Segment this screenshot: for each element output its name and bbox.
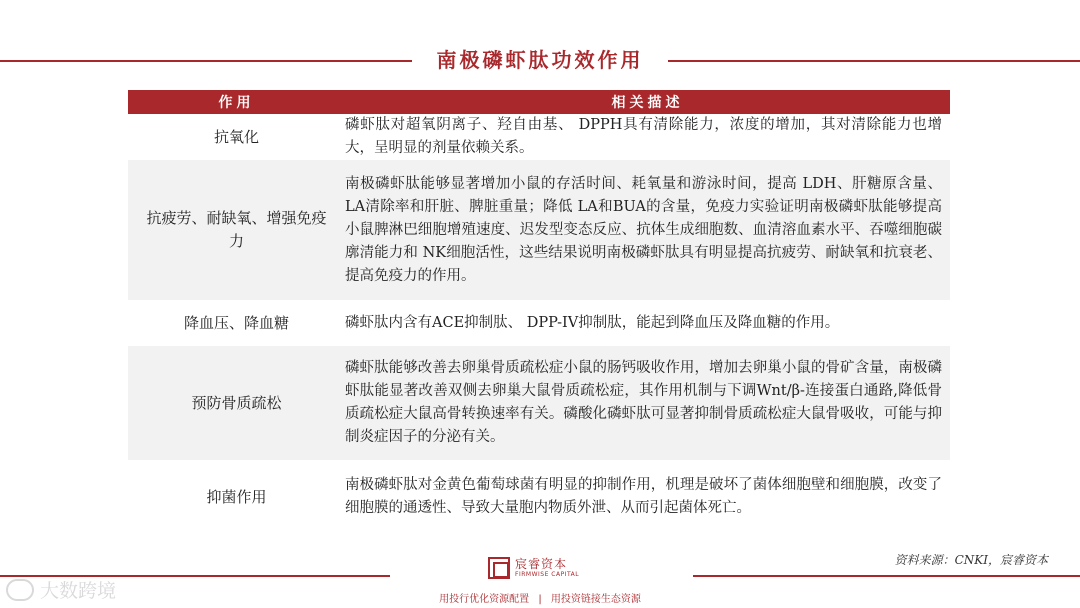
row-effect: 抑菌作用 — [206, 487, 267, 506]
table-row — [128, 460, 950, 534]
table-row — [128, 160, 950, 300]
row-effect: 降血压、降血糖 — [183, 313, 289, 332]
table-row — [128, 346, 950, 460]
table-row — [128, 300, 950, 346]
header-effect: 作用 — [218, 95, 255, 111]
table-row — [128, 114, 950, 160]
watermark-text: 大数跨境 — [40, 580, 117, 602]
page-title: 南极磷虾肽功效作用 — [436, 48, 644, 72]
row-description: 磷虾肽内含有ACE抑制肽、 DPP-IV抑制肽，能起到降血压及降血糖的作用。 — [345, 314, 840, 331]
logo-mark-icon — [488, 557, 510, 579]
row-description: 南极磷虾肽对金黄色葡萄球菌有明显的抑制作用，机理是破坏了菌体细胞壁和细胞膜，改变了细胞膜的通透性、导致大量胞内物质外泄、从而引起菌体死亡。 — [345, 477, 942, 516]
watermark — [6, 576, 116, 603]
slogan-right: 用投资链接生态资源 — [550, 594, 641, 605]
source-note: 资料来源：CNKI，宸睿资本 — [894, 553, 1048, 567]
slogan-separator: | — [538, 594, 542, 605]
footer-rule-right — [693, 575, 1080, 577]
row-effect: 预防骨质疏松 — [191, 393, 282, 412]
footer-slogan — [0, 590, 1080, 605]
header-description: 相关描述 — [611, 95, 684, 111]
row-effect: 抗氧化 — [213, 127, 259, 146]
row-description: 磷虾肽对超氧阴离子、羟自由基、 DPPH具有清除能力，浓度的增加，其对清除能力也增大，呈明显的剂量依赖关系。 — [345, 117, 942, 156]
table-header — [128, 90, 950, 114]
logo-name-en: FIRMWISE CAPITAL — [515, 571, 580, 578]
row-description: 南极磷虾肽能够显著增加小鼠的存活时间、耗氧量和游泳时间，提高 LDH、肝糖原含量、 LA清除率和肝脏、脾脏重量；降低 LA和BUA的含量，免疫力实验证明南极磷虾肽能够提高小鼠脾淋巴细胞增殖速度、迟发型变态反应、抗体生成细胞数、血清溶血素水平、吞噬细胞碳廓清能力和 NK细胞活性，这些结果说明南极磷虾肽具有明显提高抗疲劳、耐缺氧和抗衰老、提高免疫力的作用。 — [345, 175, 942, 284]
logo-name-cn: 宸睿资本 — [515, 557, 568, 571]
watermark-logo-icon — [6, 579, 34, 601]
row-description: 磷虾肽能够改善去卵巢骨质疏松症小鼠的肠钙吸收作用，增加去卵巢小鼠的骨矿含量，南极磷虾肽能显著改善双侧去卵巢大鼠骨质疏松症，其作用机制与下调Wnt/β-连接蛋白通路,降低骨质疏松症大鼠高骨转换速率有关。磷酸化磷虾肽可显著抑制骨质疏松症大鼠骨吸收，可能与抑制炎症因子的分泌有关。 — [345, 360, 942, 445]
slogan-left: 用投行优化资源配置 — [439, 594, 530, 605]
company-logo — [488, 557, 579, 579]
row-effect: 抗疲劳、耐缺氧、增强免疫力 — [146, 209, 327, 250]
effects-table — [128, 90, 950, 534]
